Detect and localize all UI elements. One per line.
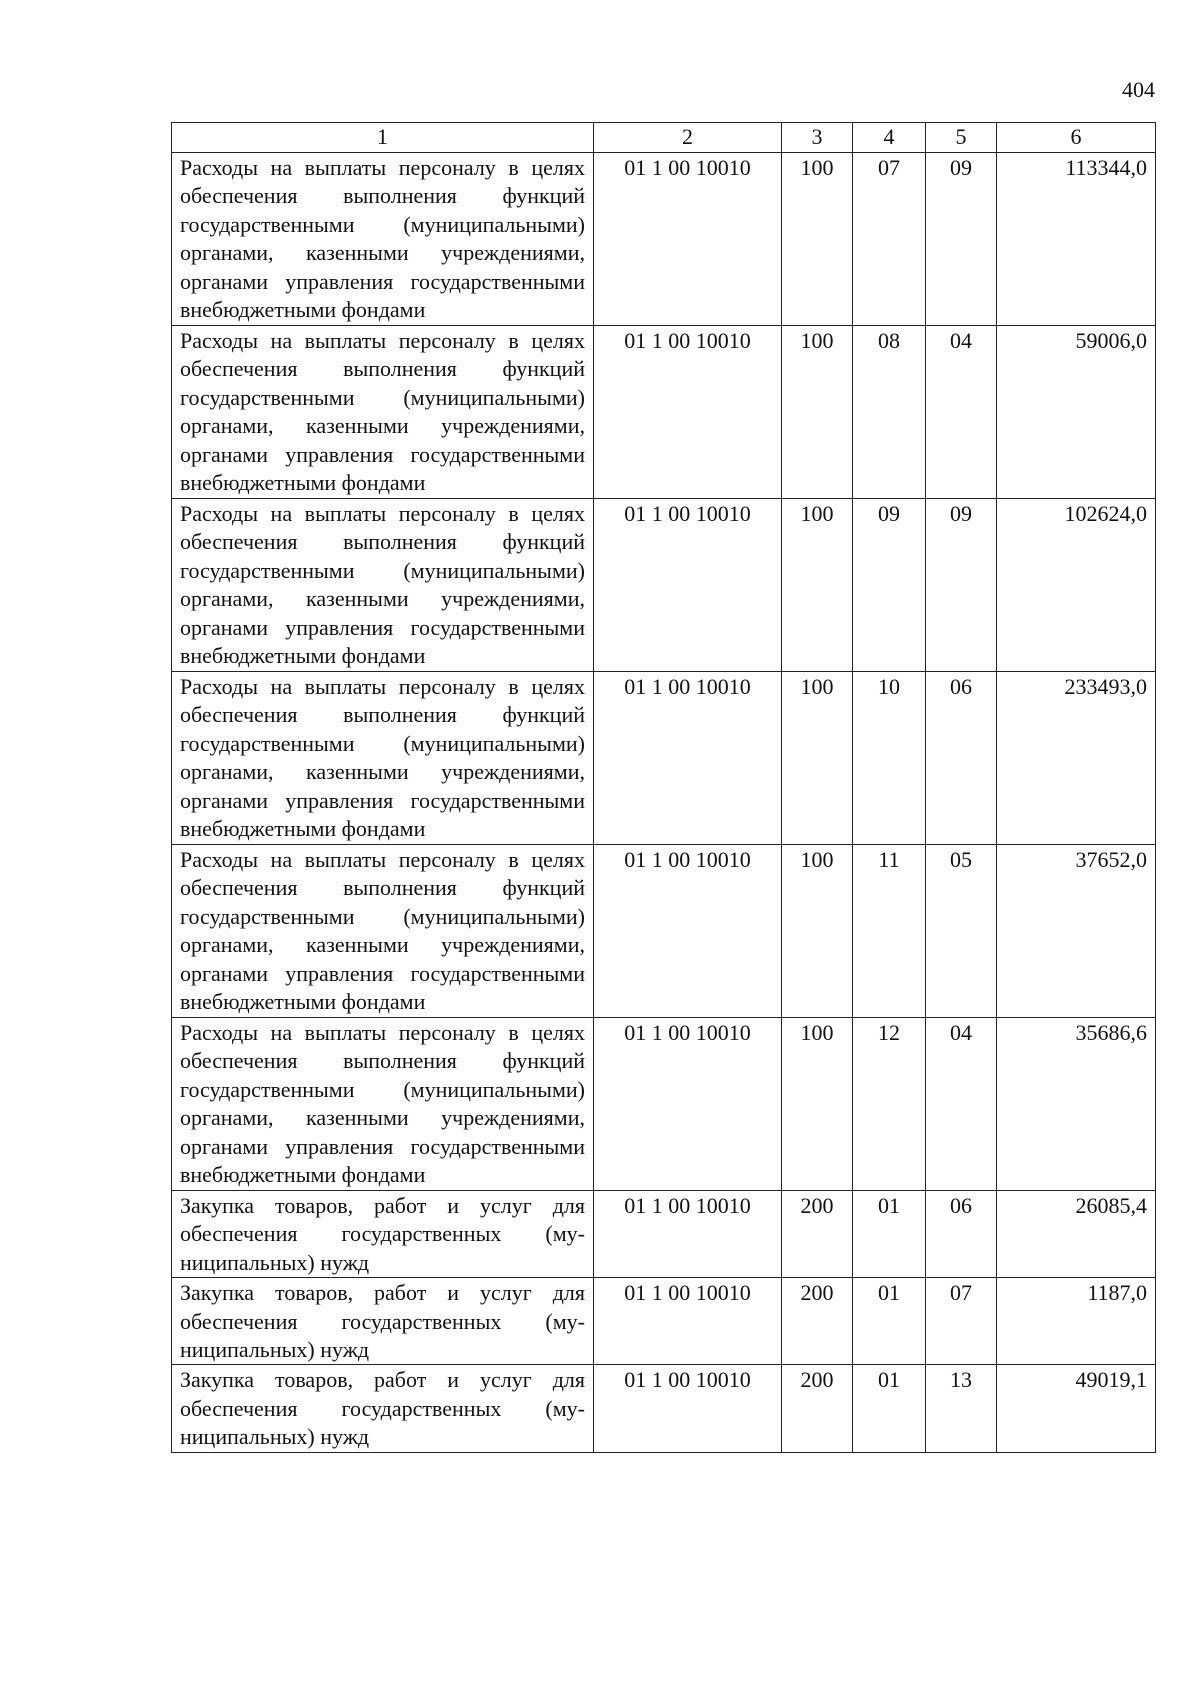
expense-name: Закупка товаров, работ и услуг для обеспечения государственных (муниципальных) нужд: [172, 1191, 594, 1278]
amount: 59006,0: [997, 326, 1156, 499]
section-code: 01: [853, 1191, 926, 1278]
table-row: [172, 499, 1156, 672]
expense-name: Расходы на выплаты персоналу в целях обеспечения выполнения функций государственными (муниципальными) органами, казенными учреждениями, органами управления государственными внебюджетными фондами: [172, 1018, 594, 1191]
section-code: 12: [853, 1018, 926, 1191]
expense-name: Расходы на выплаты персоналу в целях обеспечения выполнения функций государственными (муниципальными) органами, казенными учреждениями, органами управления государственными внебюджетными фондами: [172, 672, 594, 845]
table-row: [172, 672, 1156, 845]
target-article-code: 01 1 00 10010: [594, 1278, 782, 1365]
target-article-code: 01 1 00 10010: [594, 326, 782, 499]
expense-type-code: 200: [782, 1365, 853, 1452]
amount: 35686,6: [997, 1018, 1156, 1191]
subsection-code: 07: [926, 1278, 997, 1365]
section-code: 07: [853, 153, 926, 326]
expense-type-code: 100: [782, 326, 853, 499]
table-row: [172, 1191, 1156, 1278]
expense-type-code: 100: [782, 499, 853, 672]
subsection-code: 05: [926, 845, 997, 1018]
section-code: 01: [853, 1278, 926, 1365]
subsection-code: 13: [926, 1365, 997, 1452]
target-article-code: 01 1 00 10010: [594, 1018, 782, 1191]
amount: 37652,0: [997, 845, 1156, 1018]
subsection-code: 09: [926, 153, 997, 326]
subsection-code: 09: [926, 499, 997, 672]
subsection-code: 06: [926, 672, 997, 845]
amount: 233493,0: [997, 672, 1156, 845]
table-row: [172, 1365, 1156, 1452]
budget-table: [171, 122, 1156, 1453]
expense-name: Расходы на выплаты персоналу в целях обеспечения выполнения функций государственными (муниципальными) органами, казенными учреждениями, органами управления государственными внебюджетными фондами: [172, 499, 594, 672]
expense-type-code: 100: [782, 1018, 853, 1191]
header-col-1: 1: [172, 123, 594, 153]
target-article-code: 01 1 00 10010: [594, 845, 782, 1018]
header-col-6: 6: [997, 123, 1156, 153]
table-row: [172, 153, 1156, 326]
expense-name: Закупка товаров, работ и услуг для обеспечения государственных (муниципальных) нужд: [172, 1278, 594, 1365]
expense-name: Расходы на выплаты персоналу в целях обеспечения выполнения функций государственными (муниципальными) органами, казенными учреждениями, органами управления государственными внебюджетными фондами: [172, 845, 594, 1018]
target-article-code: 01 1 00 10010: [594, 153, 782, 326]
table-row: [172, 845, 1156, 1018]
amount: 102624,0: [997, 499, 1156, 672]
subsection-code: 04: [926, 326, 997, 499]
section-code: 01: [853, 1365, 926, 1452]
target-article-code: 01 1 00 10010: [594, 499, 782, 672]
expense-type-code: 100: [782, 672, 853, 845]
expense-type-code: 100: [782, 845, 853, 1018]
target-article-code: 01 1 00 10010: [594, 1365, 782, 1452]
section-code: 08: [853, 326, 926, 499]
expense-name: Расходы на выплаты персоналу в целях обеспечения выполнения функций государственными (муниципальными) органами, казенными учреждениями, органами управления государственными внебюджетными фондами: [172, 153, 594, 326]
amount: 26085,4: [997, 1191, 1156, 1278]
header-row: [172, 123, 1156, 153]
table-row: [172, 1278, 1156, 1365]
table-header: [172, 123, 1156, 153]
header-col-5: 5: [926, 123, 997, 153]
section-code: 10: [853, 672, 926, 845]
amount: 113344,0: [997, 153, 1156, 326]
target-article-code: 01 1 00 10010: [594, 672, 782, 845]
expense-type-code: 200: [782, 1191, 853, 1278]
header-col-4: 4: [853, 123, 926, 153]
table-body: [172, 153, 1156, 1453]
expense-type-code: 200: [782, 1278, 853, 1365]
subsection-code: 04: [926, 1018, 997, 1191]
table-row: [172, 1018, 1156, 1191]
section-code: 11: [853, 845, 926, 1018]
header-col-2: 2: [594, 123, 782, 153]
section-code: 09: [853, 499, 926, 672]
subsection-code: 06: [926, 1191, 997, 1278]
amount: 1187,0: [997, 1278, 1156, 1365]
expense-name: Закупка товаров, работ и услуг для обеспечения государственных (муниципальных) нужд: [172, 1365, 594, 1452]
expense-type-code: 100: [782, 153, 853, 326]
header-col-3: 3: [782, 123, 853, 153]
page-number: 404: [1122, 77, 1155, 102]
target-article-code: 01 1 00 10010: [594, 1191, 782, 1278]
amount: 49019,1: [997, 1365, 1156, 1452]
expense-name: Расходы на выплаты персоналу в целях обеспечения выполнения функций государственными (муниципальными) органами, казенными учреждениями, органами управления государственными внебюджетными фондами: [172, 326, 594, 499]
table-row: [172, 326, 1156, 499]
